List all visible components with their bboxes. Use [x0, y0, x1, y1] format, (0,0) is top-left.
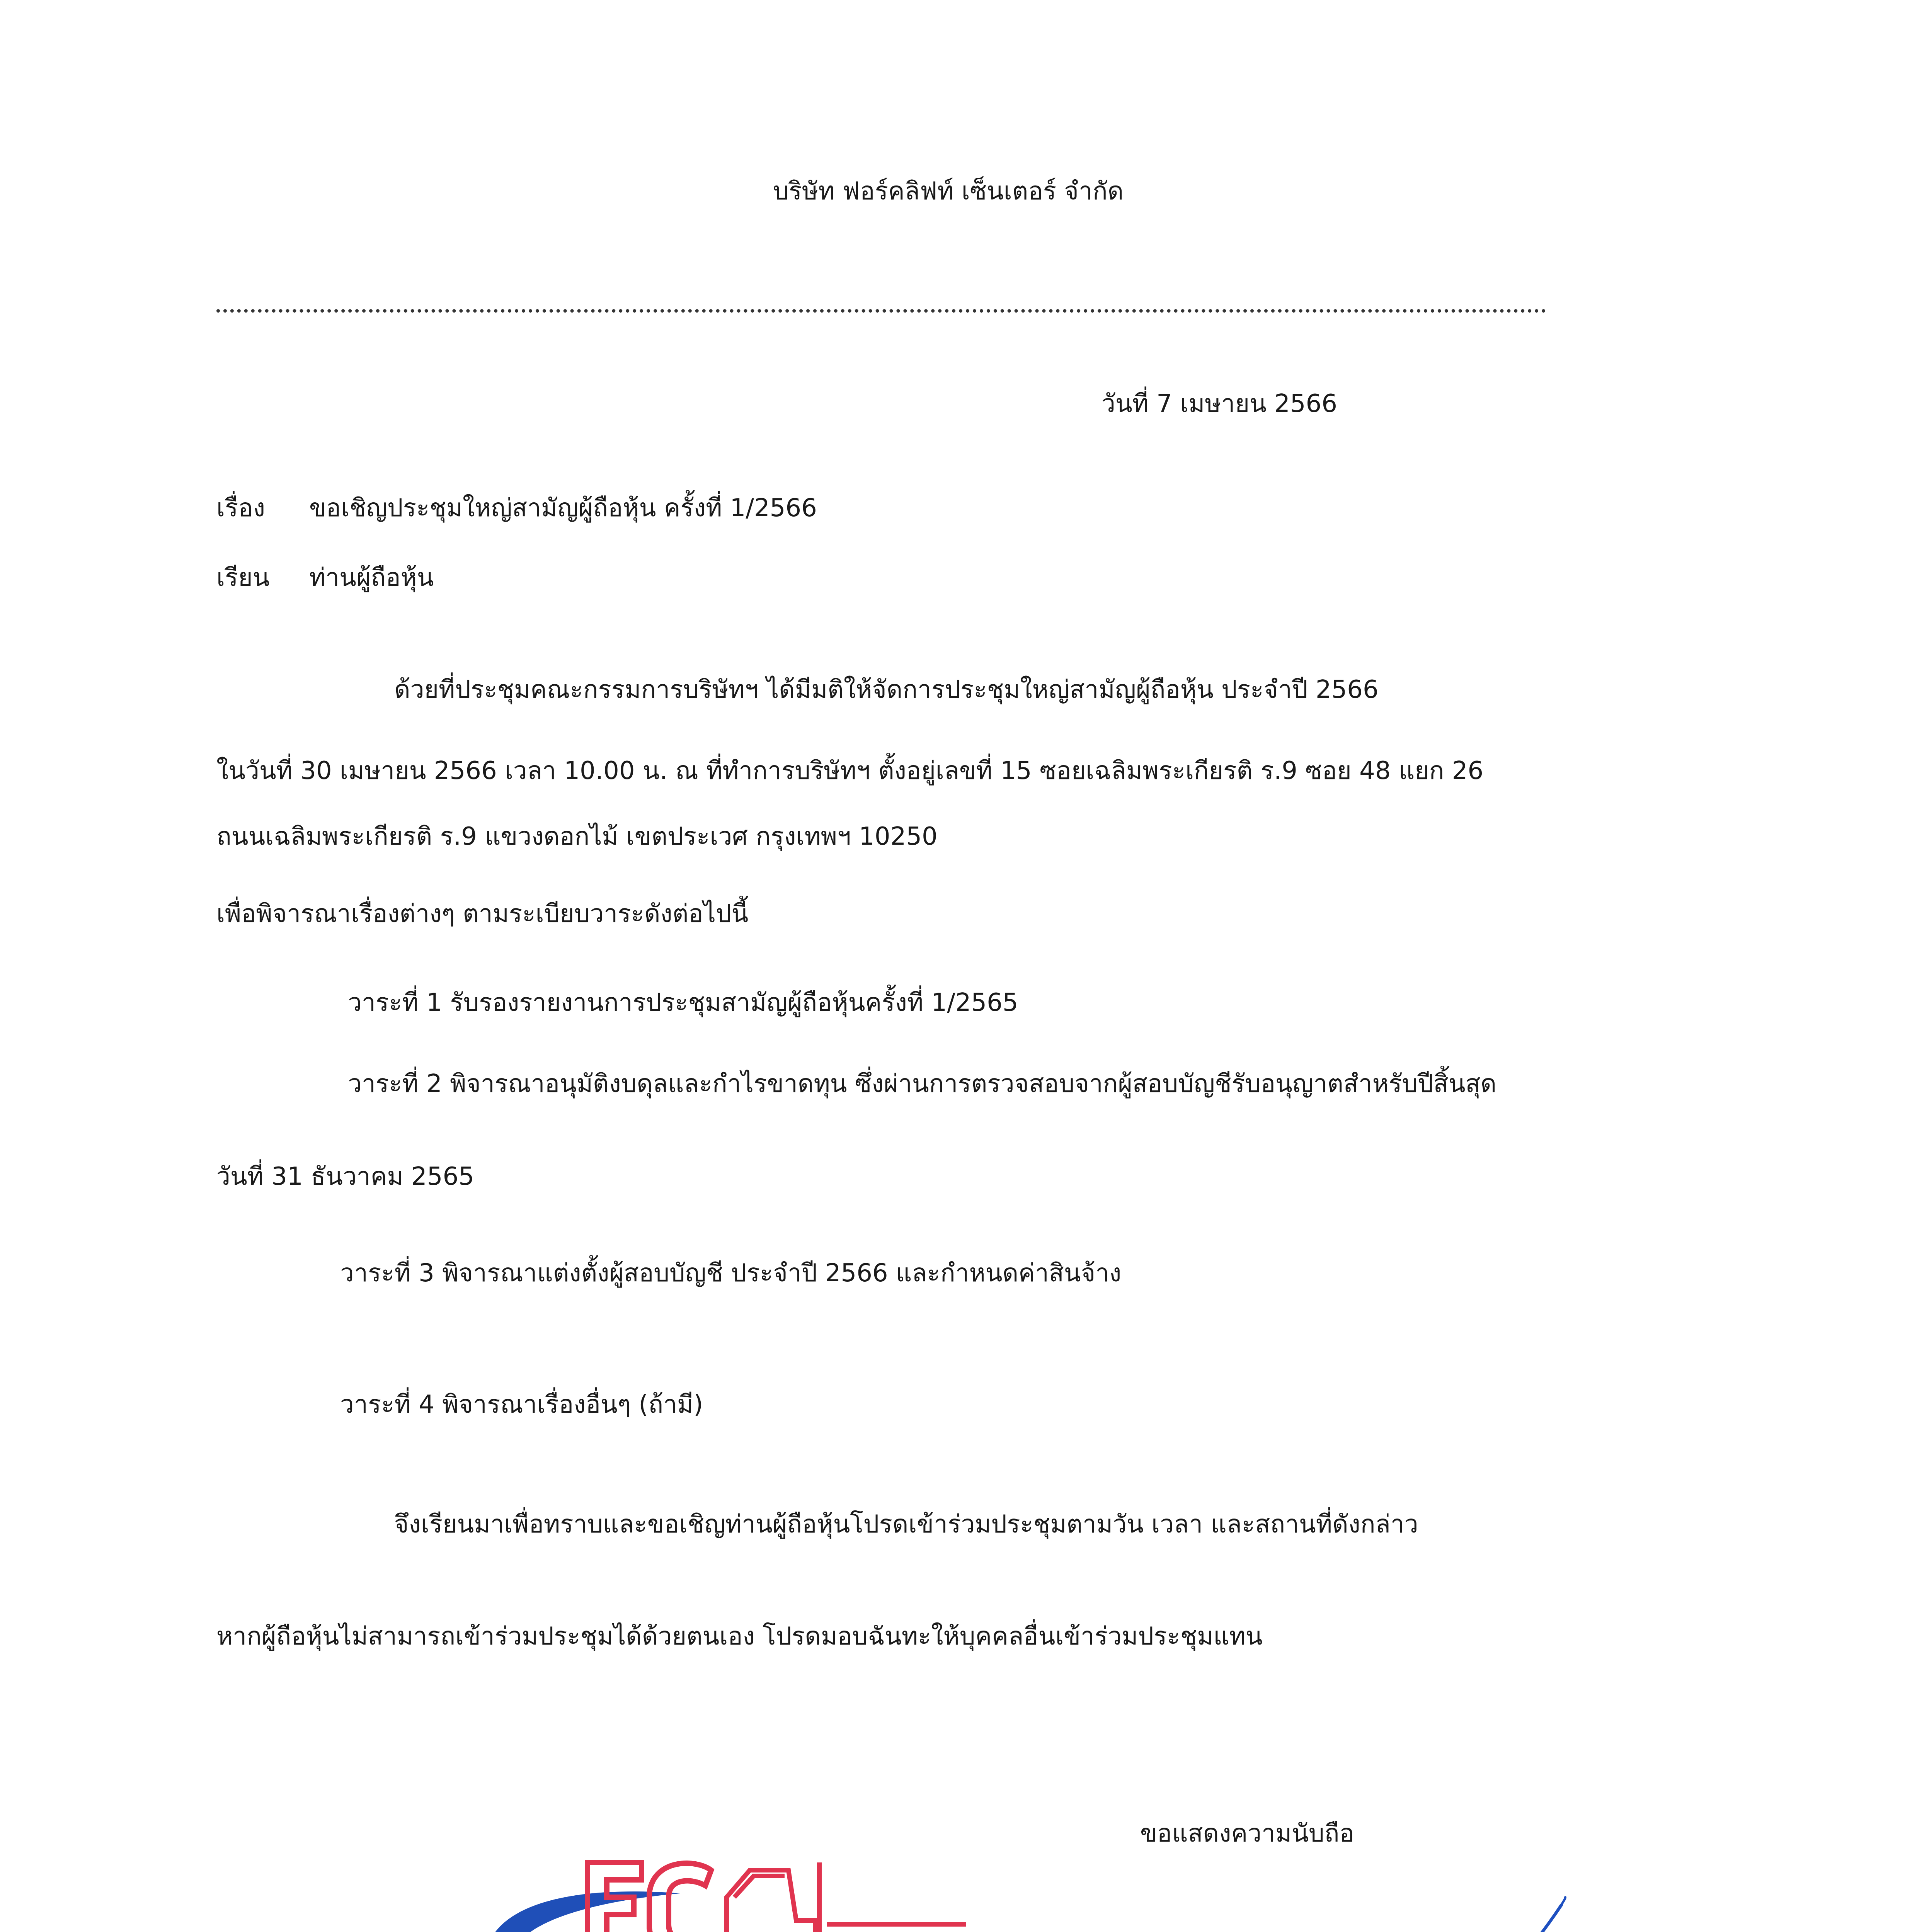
body-paragraph-line: ถนนเฉลิมพระเกียรติ ร.9 แขวงดอกไม้ เขตประเวศ กรุงเทพฯ 10250 [216, 822, 938, 851]
handwritten-signature [1159, 1886, 1569, 1932]
body-paragraph-line: ในวันที่ 30 เมษายน 2566 เวลา 10.00 น. ณ ที่ทำการบริษัทฯ ตั้งอยู่เลขที่ 15 ซอยเฉลิมพระเกียรติ ร.9 ซอย 48 แยก 26 [216, 757, 1484, 785]
regards-text: ขอแสดงความนับถือ [1140, 1819, 1354, 1848]
body-paragraph-line: เพื่อพิจารณาเรื่องต่างๆ ตามระเบียบวาระดังต่อไปนี้ [216, 900, 749, 928]
subject-text: ขอเชิญประชุมใหญ่สามัญผู้ถือหุ้น ครั้งที่ 1/2566 [309, 494, 817, 522]
closing-line: หากผู้ถือหุ้นไม่สามารถเข้าร่วมประชุมได้ด้วยตนเอง โปรดมอบฉันทะให้บุคคลอื่นเข้าร่วมประชุมแทน [216, 1622, 1263, 1651]
agenda-item-2-continued: วันที่ 31 ธันวาคม 2565 [216, 1162, 474, 1191]
subject-label: เรื่อง [216, 494, 265, 522]
recipient-label: เรียน [216, 563, 270, 592]
recipient-text: ท่านผู้ถือหุ้น [309, 563, 434, 592]
company-name-heading: บริษัท ฟอร์คลิฟท์ เซ็นเตอร์ จำกัด [773, 177, 1124, 206]
agenda-item-4: วาระที่ 4 พิจารณาเรื่องอื่นๆ (ถ้ามี) [340, 1390, 703, 1419]
agenda-item-2: วาระที่ 2 พิจารณาอนุมัติงบดุลและกำไรขาดทุน ซึ่งผ่านการตรวจสอบจากผู้สอบบัญชีรับอนุญาตสำหรับปีสิ้นสุด [348, 1070, 1497, 1098]
closing-line: จึงเรียนมาเพื่อทราบและขอเชิญท่านผู้ถือหุ้นโปรดเข้าร่วมประชุมตามวัน เวลา และสถานที่ดังกล่าว [394, 1510, 1418, 1539]
agenda-item-1: วาระที่ 1 รับรองรายงานการประชุมสามัญผู้ถือหุ้นครั้งที่ 1/2565 [348, 988, 1018, 1017]
company-stamp [479, 1847, 982, 1932]
letter-date: วันที่ 7 เมษายน 2566 [1102, 389, 1337, 418]
agenda-item-3: วาระที่ 3 พิจารณาแต่งตั้งผู้สอบบัญชี ประจำปี 2566 และกำหนดค่าสินจ้าง [340, 1259, 1122, 1287]
letterhead-divider [216, 309, 1546, 313]
body-paragraph-line: ด้วยที่ประชุมคณะกรรมการบริษัทฯ ได้มีมติให้จัดการประชุมใหญ่สามัญผู้ถือหุ้น ประจำปี 2566 [394, 675, 1379, 704]
forklift-icon [727, 1862, 966, 1932]
stamp-fc-monogram [587, 1862, 711, 1932]
